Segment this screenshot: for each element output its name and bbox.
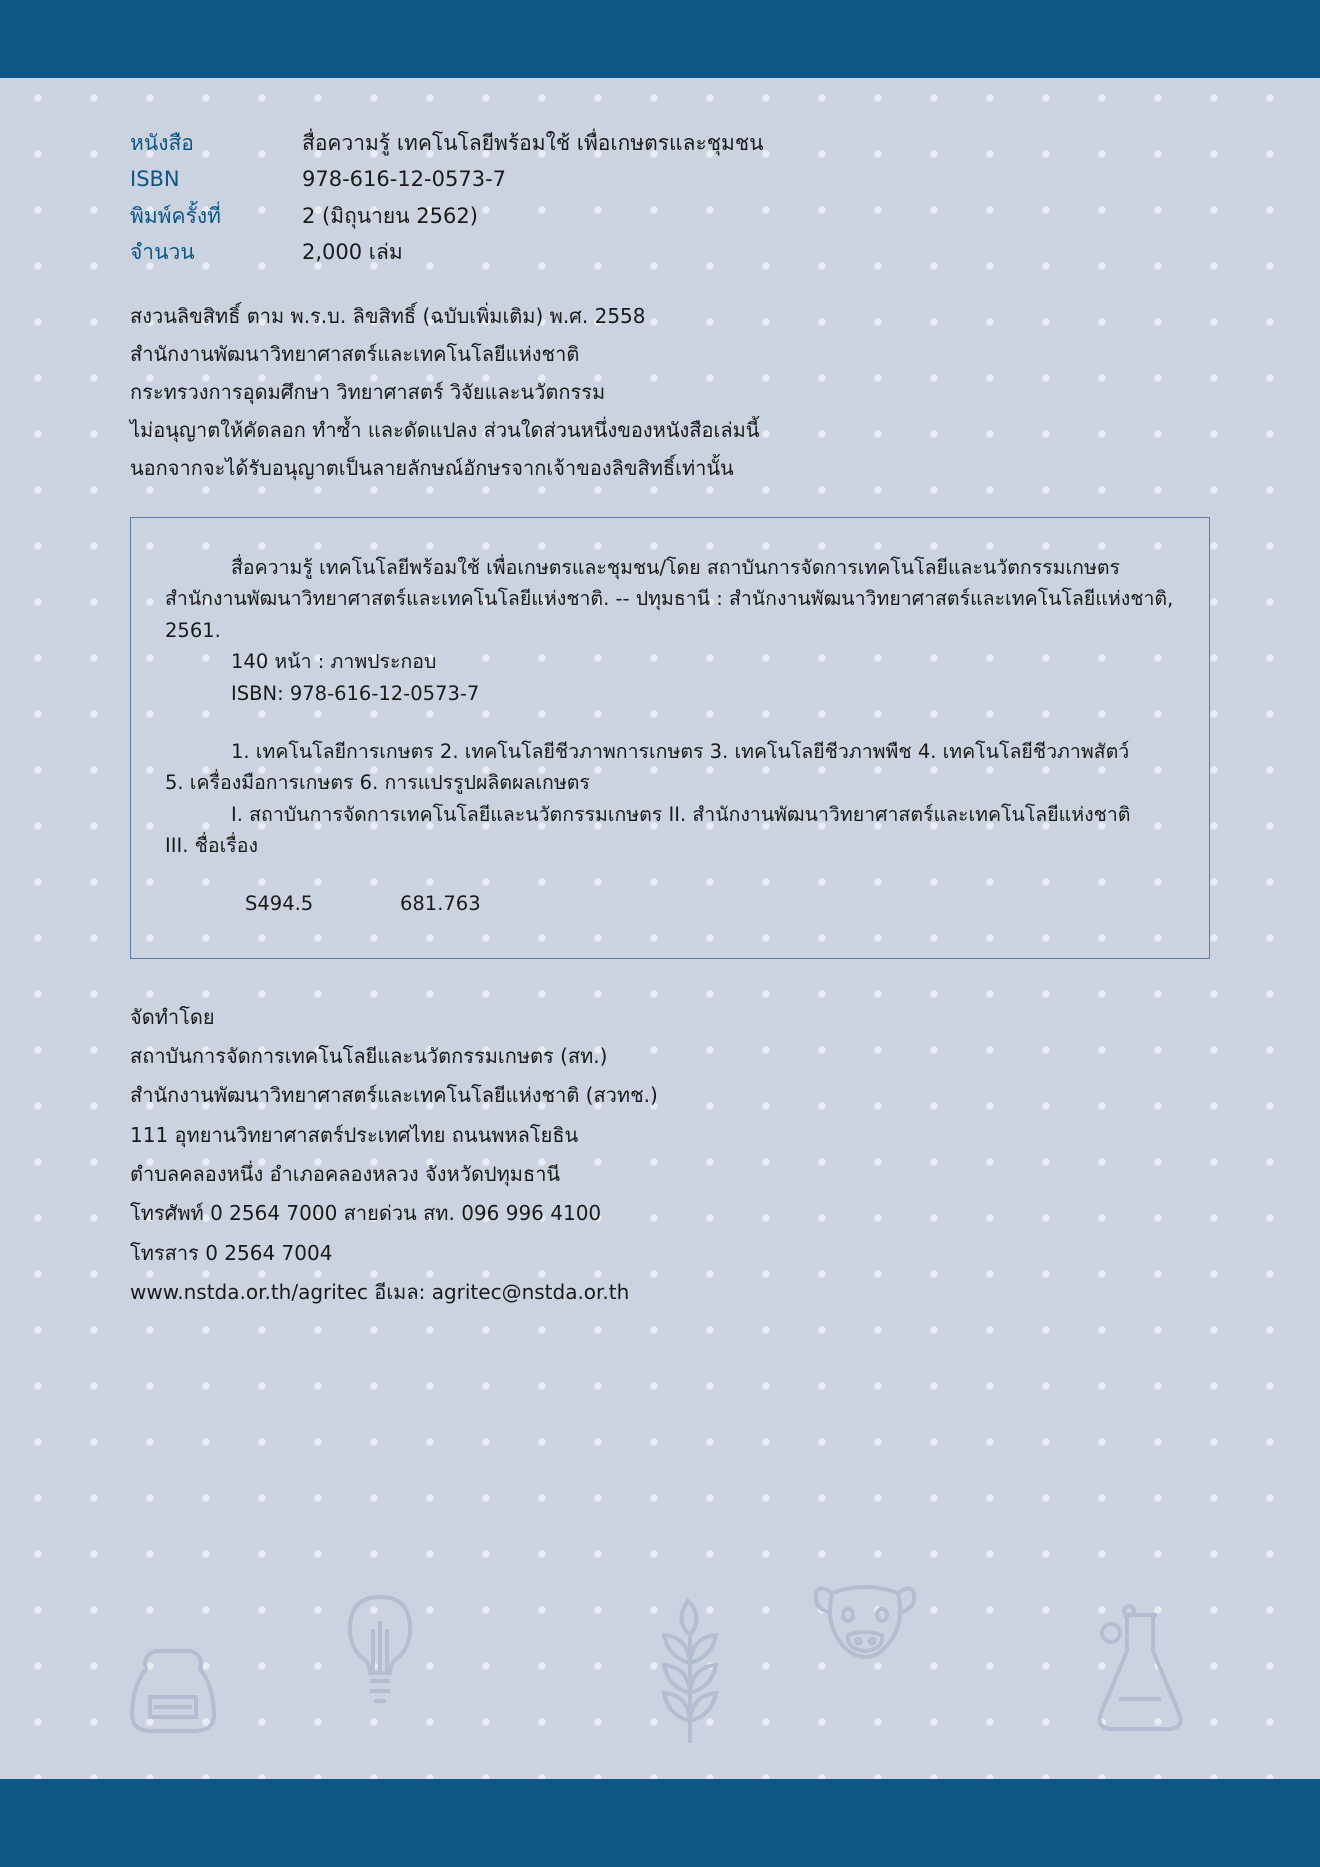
cip-spacer bbox=[165, 710, 1175, 736]
publisher-website-email: www.nstda.or.th/agritec อีเมล: agritec@nstda.or.th bbox=[130, 1280, 630, 1305]
publisher-line: โทรศัพท์ 0 2564 7000 สายด่วน สท. 096 996 4100 bbox=[130, 1201, 602, 1226]
wheat-plant-icon bbox=[640, 1593, 740, 1753]
publisher-block bbox=[130, 1003, 1210, 1307]
decorative-icon-row bbox=[0, 1529, 1320, 1759]
publisher-line: ตำบลคลองหนึ่ง อำเภอคลองหลวง จังหวัดปทุมธานี bbox=[130, 1162, 561, 1187]
meta-key-book: หนังสือ bbox=[130, 131, 194, 155]
cip-spacer bbox=[165, 862, 1175, 888]
copyright-line: ไม่อนุญาตให้คัดลอก ทำซ้ำ และดัดแปลง ส่วนใดส่วนหนึ่งของหนังสือเล่มนี้ bbox=[130, 417, 760, 442]
meta-key-isbn: ISBN bbox=[130, 167, 180, 192]
cip-isbn: ISBN: 978-616-12-0573-7 bbox=[231, 682, 480, 706]
publisher-line: สถาบันการจัดการเทคโนโลยีและนวัตกรรมเกษตร (สท.) bbox=[130, 1043, 608, 1068]
cip-subjects-line-2: 5. เครื่องมือการเกษตร 6. การแปรรูปผลิตผลเกษตร bbox=[165, 771, 590, 795]
lightbulb-icon bbox=[330, 1589, 430, 1719]
cip-pages: 140 หน้า : ภาพประกอบ bbox=[231, 650, 437, 674]
meta-value-edition: 2 (มิถุนายน 2562) bbox=[302, 203, 478, 228]
meta-key-quantity: จำนวน bbox=[130, 240, 195, 265]
bottom-band bbox=[0, 1779, 1320, 1867]
meta-value-book: สื่อความรู้ เทคโนโลยีพร้อมใช้ เพื่อเกษตรและชุมชน bbox=[302, 131, 764, 155]
cip-added-entries-line-2: III. ชื่อเรื่อง bbox=[165, 834, 258, 858]
flask-icon bbox=[1085, 1603, 1195, 1743]
cip-added-entries-line-1: I. สถาบันการจัดการเทคโนโลยีและนวัตกรรมเกษตร II. สำนักงานพัฒนาวิทยาศาสตร์และเทคโนโลยีแห่งชาติ bbox=[231, 802, 1131, 826]
seed-sack-icon bbox=[118, 1639, 228, 1749]
cip-description: สื่อความรู้ เทคโนโลยีพร้อมใช้ เพื่อเกษตรและชุมชน/โดย สถาบันการจัดการเทคโนโลยีและนวัตกรรมเกษตร สำนักงานพัฒนาวิทยาศาสตร์และเทคโนโลยีแห่งชาติ. -- ปทุมธานี : สำนักงานพัฒนาวิทยาศาสตร์และเทคโนโลยีแห่งชาติ, 2561. bbox=[165, 555, 1174, 642]
cow-head-icon bbox=[810, 1571, 920, 1681]
copyright-line: สำนักงานพัฒนาวิทยาศาสตร์และเทคโนโลยีแห่งชาติ bbox=[130, 341, 580, 366]
table-row bbox=[130, 164, 763, 200]
cip-call-number: S494.5 681.763 bbox=[245, 891, 481, 915]
publisher-heading: จัดทำโดย bbox=[130, 1004, 215, 1029]
publisher-line: โทรสาร 0 2564 7004 bbox=[130, 1240, 333, 1265]
copyright-block bbox=[130, 302, 1210, 483]
cip-record-box bbox=[130, 517, 1210, 959]
meta-key-edition: พิมพ์ครั้งที่ bbox=[130, 203, 221, 228]
book-metadata-table bbox=[130, 128, 763, 274]
table-row bbox=[130, 201, 763, 237]
meta-value-quantity: 2,000 เล่ม bbox=[302, 240, 403, 265]
copyright-line: สงวนลิขสิทธิ์ ตาม พ.ร.บ. ลิขสิทธิ์ (ฉบับเพิ่มเติม) พ.ศ. 2558 bbox=[130, 303, 646, 328]
meta-value-isbn: 978-616-12-0573-7 bbox=[302, 167, 507, 192]
top-band bbox=[0, 0, 1320, 78]
publisher-line: 111 อุทยานวิทยาศาสตร์ประเทศไทย ถนนพหลโยธิน bbox=[130, 1122, 579, 1147]
table-row bbox=[130, 237, 763, 273]
cip-subjects-line-1: 1. เทคโนโลยีการเกษตร 2. เทคโนโลยีชีวภาพการเกษตร 3. เทคโนโลยีชีวภาพพืช 4. เทคโนโลยีชีวภาพสัตว์ bbox=[231, 739, 1130, 763]
publisher-line: สำนักงานพัฒนาวิทยาศาสตร์และเทคโนโลยีแห่งชาติ (สวทช.) bbox=[130, 1083, 658, 1108]
copyright-line: กระทรวงการอุดมศึกษา วิทยาศาสตร์ วิจัยและนวัตกรรม bbox=[130, 379, 606, 404]
page-content bbox=[130, 128, 1210, 1318]
table-row bbox=[130, 128, 763, 164]
copyright-line: นอกจากจะได้รับอนุญาตเป็นลายลักษณ์อักษรจากเจ้าของลิขสิทธิ์เท่านั้น bbox=[130, 455, 734, 480]
